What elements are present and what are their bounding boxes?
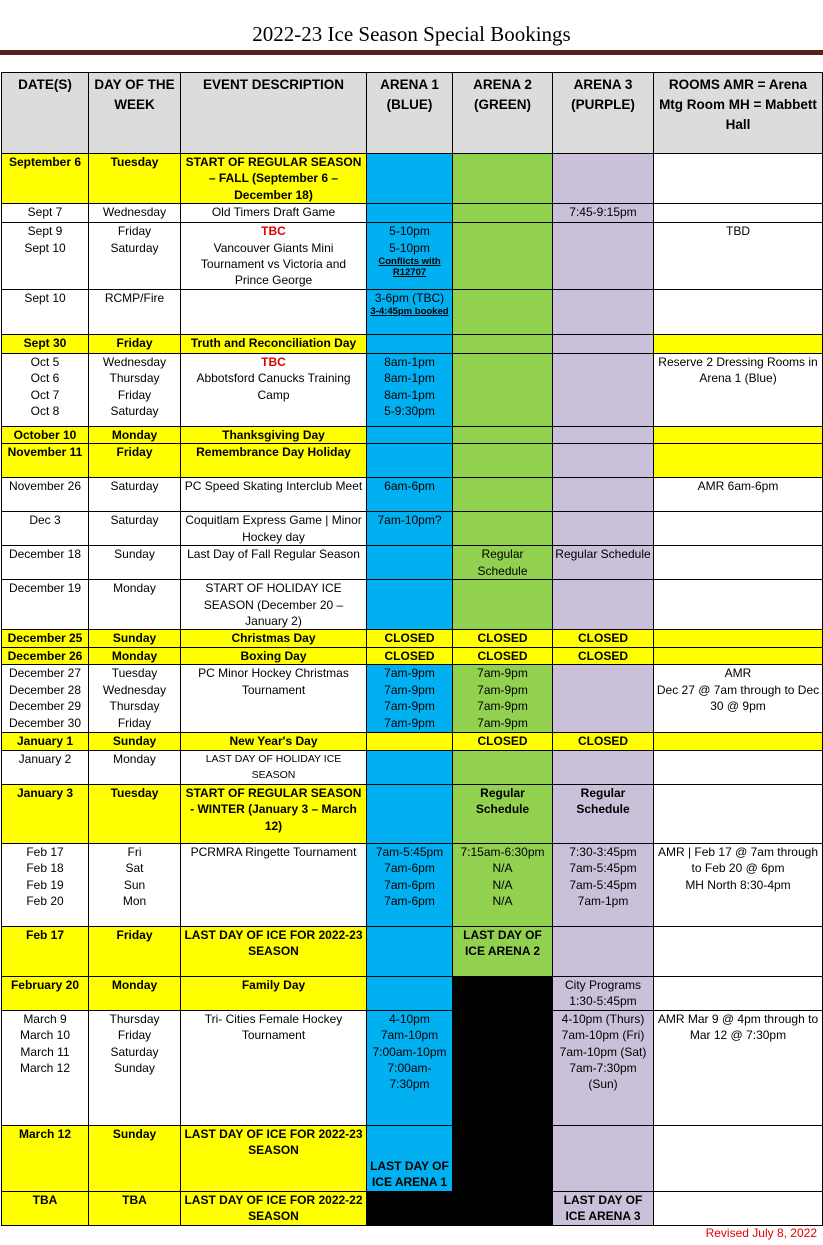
arena2-cell [453,478,553,512]
arena3-cell: 7:30-3:45pm 7am-5:45pm 7am-5:45pm 7am-1pm [553,843,654,926]
rooms-cell [654,733,823,750]
arena2-cell [453,154,553,204]
bookings-table [1,72,823,1226]
event-cell: Truth and Reconciliation Day [181,334,367,353]
rooms-cell [654,976,823,1010]
day-cell: TBA [89,1191,181,1225]
date-cell: Sept 9 Sept 10 [2,223,89,290]
rooms-cell [654,1125,823,1191]
table-row [2,733,823,750]
table-row [2,926,823,976]
header-day: DAY OF THE WEEK [89,73,181,154]
arena1-cell [367,426,453,443]
date-cell: March 12 [2,1125,89,1191]
date-cell: December 18 [2,546,89,580]
title-rule [0,50,823,55]
date-cell: Dec 3 [2,512,89,546]
event-cell: Thanksgiving Day [181,426,367,443]
table-row [2,580,823,630]
arena3-cell: Regular Schedule [553,546,654,580]
arena2-cell [453,580,553,630]
header-event: EVENT DESCRIPTION [181,73,367,154]
arena1-cell [367,154,453,204]
date-cell: November 11 [2,444,89,478]
date-cell: Feb 17 Feb 18 Feb 19 Feb 20 [2,843,89,926]
table-row [2,843,823,926]
event-cell: Tri- Cities Female Hockey Tournament [181,1010,367,1125]
date-cell: January 3 [2,784,89,843]
tbc-label: TBC [261,224,286,239]
arena2-cell [453,1125,553,1191]
table-row [2,976,823,1010]
header-rooms: ROOMS AMR = Arena Mtg Room MH = Mabbett Hall [654,73,823,154]
arena1-cell: 4-10pm 7am-10pm 7:00am-10pm 7:00am-7:30pm [367,1010,453,1125]
table-row [2,1010,823,1125]
event-cell [181,353,367,426]
event-cell: Boxing Day [181,647,367,664]
revised-date: Revised July 8, 2022 [705,1226,817,1240]
date-cell: Oct 5 Oct 6 Oct 7 Oct 8 [2,353,89,426]
table-row [2,546,823,580]
arena1-cell [367,334,453,353]
day-cell: Fri Sat Sun Mon [89,843,181,926]
arena3-cell: Regular Schedule [553,784,654,843]
rooms-cell [654,512,823,546]
arena2-cell [453,334,553,353]
arena1-times: 3-6pm (TBC) [374,290,445,305]
rooms-cell [654,334,823,353]
arena2-cell [453,289,553,334]
arena2-cell: 7am-9pm 7am-9pm 7am-9pm 7am-9pm [453,665,553,733]
arena3-cell: 7:45-9:15pm [553,204,654,223]
day-cell: RCMP/Fire [89,289,181,334]
rooms-cell [654,580,823,630]
arena3-cell [553,353,654,426]
date-cell: Sept 10 [2,289,89,334]
rooms-cell [654,546,823,580]
date-cell: TBA [2,1191,89,1225]
event-cell: LAST DAY OF ICE FOR 2022-22 SEASON [181,1191,367,1225]
arena1-cell: 6am-6pm [367,478,453,512]
event-cell: Coquitlam Express Game | Minor Hockey day [181,512,367,546]
arena3-cell [553,665,654,733]
arena1-cell: 7am-10pm? [367,512,453,546]
arena2-cell [453,976,553,1010]
day-cell: Monday [89,750,181,784]
day-cell: Monday [89,580,181,630]
table-row [2,204,823,223]
event-cell: Old Timers Draft Game [181,204,367,223]
arena3-cell [553,426,654,443]
date-cell: Feb 17 [2,926,89,976]
event-cell: LAST DAY OF ICE FOR 2022-23 SEASON [181,1125,367,1191]
arena3-cell: City Programs 1:30-5:45pm [553,976,654,1010]
rooms-cell [654,784,823,843]
arena1-cell [367,546,453,580]
table-row [2,1191,823,1225]
date-cell: December 26 [2,647,89,664]
day-cell: Sunday [89,546,181,580]
arena3-cell [553,1125,654,1191]
table-row [2,647,823,664]
arena1-cell [367,289,453,334]
day-cell: Saturday [89,478,181,512]
date-cell: March 9 March 10 March 11 March 12 [2,1010,89,1125]
header-dates: DATE(S) [2,73,89,154]
arena2-cell [453,223,553,290]
day-cell: Friday [89,926,181,976]
event-cell: LAST DAY OF HOLIDAY ICE SEASON [181,750,367,784]
table-row [2,784,823,843]
arena3-cell [553,926,654,976]
event-cell: Remembrance Day Holiday [181,444,367,478]
arena2-cell [453,426,553,443]
event-cell: New Year's Day [181,733,367,750]
arena1-cell [367,204,453,223]
arena3-cell [553,154,654,204]
day-cell: Monday [89,426,181,443]
arena1-cell: CLOSED [367,630,453,647]
date-cell: December 25 [2,630,89,647]
table-row [2,478,823,512]
table-row [2,289,823,334]
table-row [2,353,823,426]
header-arena3: ARENA 3 (PURPLE) [553,73,654,154]
arena2-cell [453,512,553,546]
day-cell: Saturday [89,512,181,546]
arena2-cell: LAST DAY OF ICE ARENA 2 [453,926,553,976]
arena2-cell [453,1010,553,1125]
rooms-cell: AMR Dec 27 @ 7am through to Dec 30 @ 9pm [654,665,823,733]
arena3-cell: 4-10pm (Thurs) 7am-10pm (Fri) 7am-10pm (Sat) 7am-7:30pm (Sun) [553,1010,654,1125]
arena1-times: 5-10pm 5-10pm [389,224,430,255]
rooms-cell [654,426,823,443]
arena3-cell [553,289,654,334]
day-cell: Friday Saturday [89,223,181,290]
arena3-cell [553,223,654,290]
event-cell: START OF REGULAR SEASON – FALL (September 6 – December 18) [181,154,367,204]
day-cell: Friday [89,444,181,478]
day-cell: Wednesday [89,204,181,223]
rooms-cell [654,444,823,478]
date-cell: January 1 [2,733,89,750]
arena1-cell [367,223,453,290]
event-text: Vancouver Giants Mini Tournament vs Victoria and Prince George [200,240,347,288]
date-cell: December 19 [2,580,89,630]
day-cell: Tuesday [89,784,181,843]
rooms-cell [654,154,823,204]
date-cell: September 6 [2,154,89,204]
page-title: 2022-23 Ice Season Special Bookings [252,22,571,46]
event-cell: LAST DAY OF ICE FOR 2022-23 SEASON [181,926,367,976]
day-cell: Tuesday [89,154,181,204]
arena3-cell: CLOSED [553,733,654,750]
arena1-cell [367,784,453,843]
day-cell: Monday [89,976,181,1010]
event-cell: PCRMRA Ringette Tournament [181,843,367,926]
day-cell: Monday [89,647,181,664]
arena3-cell [553,580,654,630]
event-cell: Christmas Day [181,630,367,647]
arena3-cell [553,750,654,784]
header-arena2: ARENA 2 (GREEN) [453,73,553,154]
day-cell: Sunday [89,630,181,647]
arena1-cell [367,1191,453,1225]
table-row [2,1125,823,1191]
rooms-cell: AMR | Feb 17 @ 7am through to Feb 20 @ 6pm MH North 8:30-4pm [654,843,823,926]
rooms-cell [654,1191,823,1225]
arena2-cell: Regular Schedule [453,784,553,843]
arena3-cell: CLOSED [553,630,654,647]
event-cell: START OF HOLIDAY ICE SEASON (December 20 – January 2) [181,580,367,630]
arena2-cell: CLOSED [453,733,553,750]
date-cell: November 26 [2,478,89,512]
arena3-cell: LAST DAY OF ICE ARENA 3 [553,1191,654,1225]
arena1-cell: 7am-5:45pm 7am-6pm 7am-6pm 7am-6pm [367,843,453,926]
arena1-cell: LAST DAY OF ICE ARENA 1 [367,1125,453,1191]
event-cell: PC Minor Hockey Christmas Tournament [181,665,367,733]
rooms-cell [654,926,823,976]
rooms-cell [654,750,823,784]
date-cell: Sept 30 [2,334,89,353]
arena1-cell [367,444,453,478]
event-cell: Family Day [181,976,367,1010]
arena1-cell: 8am-1pm 8am-1pm 8am-1pm 5-9:30pm [367,353,453,426]
arena2-cell: 7:15am-6:30pm N/A N/A N/A [453,843,553,926]
arena3-cell [553,334,654,353]
table-row [2,154,823,204]
day-cell: Sunday [89,1125,181,1191]
table-row [2,630,823,647]
rooms-cell: TBD [654,223,823,290]
day-cell: Wednesday Thursday Friday Saturday [89,353,181,426]
table-row [2,426,823,443]
arena1-cell [367,733,453,750]
header-row [2,73,823,154]
rooms-cell: AMR 6am-6pm [654,478,823,512]
event-cell: Last Day of Fall Regular Season [181,546,367,580]
event-cell: START OF REGULAR SEASON - WINTER (January 3 – March 12) [181,784,367,843]
arena1-cell [367,750,453,784]
arena2-cell: CLOSED [453,630,553,647]
event-cell [181,289,367,334]
date-cell: October 10 [2,426,89,443]
header-arena1: ARENA 1 (BLUE) [367,73,453,154]
conflict-note: Conflicts with R12707 [378,256,441,279]
rooms-cell [654,630,823,647]
arena2-cell [453,353,553,426]
rooms-cell: Reserve 2 Dressing Rooms in Arena 1 (Blue) [654,353,823,426]
rooms-cell [654,647,823,664]
arena2-cell [453,444,553,478]
table-row [2,444,823,478]
arena1-cell: CLOSED [367,647,453,664]
table-row [2,665,823,733]
arena2-cell [453,204,553,223]
tbc-label: TBC [261,354,286,369]
event-cell: PC Speed Skating Interclub Meet [181,478,367,512]
booked-note: 3-4:45pm booked [370,306,449,318]
arena2-cell [453,750,553,784]
date-cell: Sept 7 [2,204,89,223]
rooms-cell [654,204,823,223]
table-row [2,334,823,353]
arena2-cell: CLOSED [453,647,553,664]
arena3-cell [553,478,654,512]
rooms-cell: AMR Mar 9 @ 4pm through to Mar 12 @ 7:30pm [654,1010,823,1125]
arena1-cell [367,926,453,976]
date-cell: January 2 [2,750,89,784]
arena3-cell [553,512,654,546]
day-cell: Friday [89,334,181,353]
arena3-cell: CLOSED [553,647,654,664]
date-cell: December 27 December 28 December 29 December 30 [2,665,89,733]
arena1-cell [367,976,453,1010]
arena1-cell: 7am-9pm 7am-9pm 7am-9pm 7am-9pm [367,665,453,733]
table-row [2,223,823,290]
day-cell: Sunday [89,733,181,750]
table-row [2,750,823,784]
event-cell [181,223,367,290]
arena3-cell [553,444,654,478]
arena2-cell: Regular Schedule [453,546,553,580]
table-row [2,512,823,546]
day-cell: Tuesday Wednesday Thursday Friday [89,665,181,733]
event-text: Abbotsford Canucks Training Camp [196,371,351,402]
arena2-cell [453,1191,553,1225]
rooms-cell [654,289,823,334]
date-cell: February 20 [2,976,89,1010]
day-cell: Thursday Friday Saturday Sunday [89,1010,181,1125]
arena1-cell [367,580,453,630]
